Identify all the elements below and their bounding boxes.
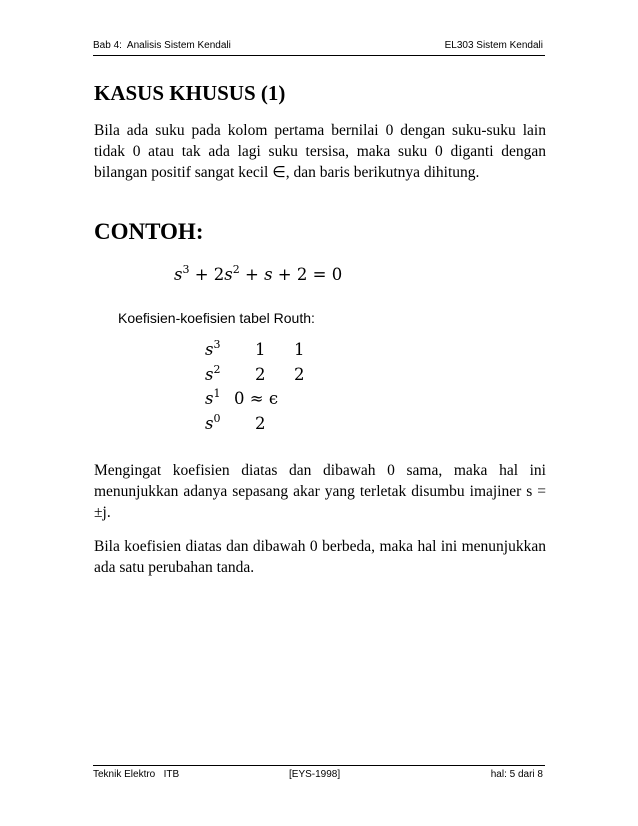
routh-power — [205, 362, 221, 384]
routh-power-exponent: 3 — [213, 338, 221, 351]
routh-cell-col1: 2 — [255, 364, 266, 384]
eq-term2-base: s — [224, 265, 233, 284]
conclusion-paragraph-different: Bila koefisien diatas dan dibawah 0 berbeda, maka hal ini menunjukkan ada satu perubahan tanda. — [94, 538, 546, 576]
rule-paragraph: Bila ada suku pada kolom pertama bernilai 0 dengan suku-suku lain tidak 0 atau tak ada lagi suku tersisa, maka suku 0 diganti dengan bilangan positif sangat kecil ∈, dan baris berikutnya dihitung. — [94, 122, 546, 181]
eq-term1-exponent: 3 — [182, 263, 190, 276]
eq-term3: s — [264, 265, 273, 284]
routh-power-base: s — [205, 389, 214, 408]
routh-power-exponent: 1 — [213, 387, 221, 400]
eq-term1-base: s — [174, 265, 183, 284]
example-heading: CONTOH: — [94, 219, 204, 244]
routh-cell-col1: 1 — [255, 340, 266, 359]
routh-power-exponent: 2 — [213, 362, 221, 376]
routh-power — [205, 389, 220, 408]
routh-cell-col2: 1 — [294, 340, 305, 359]
eq-term2-exponent: 2 — [232, 263, 240, 276]
footer-author: [EYS-1998] — [289, 769, 341, 780]
section-title: KASUS KHUSUS (1) — [94, 81, 286, 105]
header-course: EL303 Sistem Kendali — [444, 40, 543, 51]
routh-power-base: s — [205, 340, 214, 359]
conclusion-paragraph-same: Mengingat koefisien diatas dan dibawah 0 sama, maka hal ini menunjukkan adanya sepasang akar yang terletak disumbu imajiner s = ±j. — [94, 462, 546, 521]
eq-rest: + 2 = 0 — [272, 265, 343, 284]
routh-cell-col1: 0 ≈ ϵ — [234, 389, 279, 408]
header-chapter: Bab 4: Analisis Sistem Kendali — [93, 40, 231, 51]
routh-power-base: s — [205, 413, 214, 433]
eq-op1: + 2 — [189, 265, 225, 284]
routh-caption: Koefisien-koefisien tabel Routh: — [118, 310, 315, 326]
page-footer — [93, 765, 545, 782]
routh-power-base: s — [205, 364, 214, 384]
routh-power — [205, 411, 221, 433]
footer-department: Teknik Elektro ITB — [93, 769, 180, 780]
routh-power — [205, 340, 220, 359]
page-header — [93, 40, 545, 56]
routh-cell-col2: 2 — [294, 364, 305, 384]
routh-cell-col1: 2 — [255, 413, 266, 433]
characteristic-equation — [174, 265, 342, 284]
footer-page-number: hal: 5 dari 8 — [490, 769, 543, 780]
routh-power-exponent: 0 — [213, 411, 221, 425]
eq-op2: + — [239, 265, 265, 284]
